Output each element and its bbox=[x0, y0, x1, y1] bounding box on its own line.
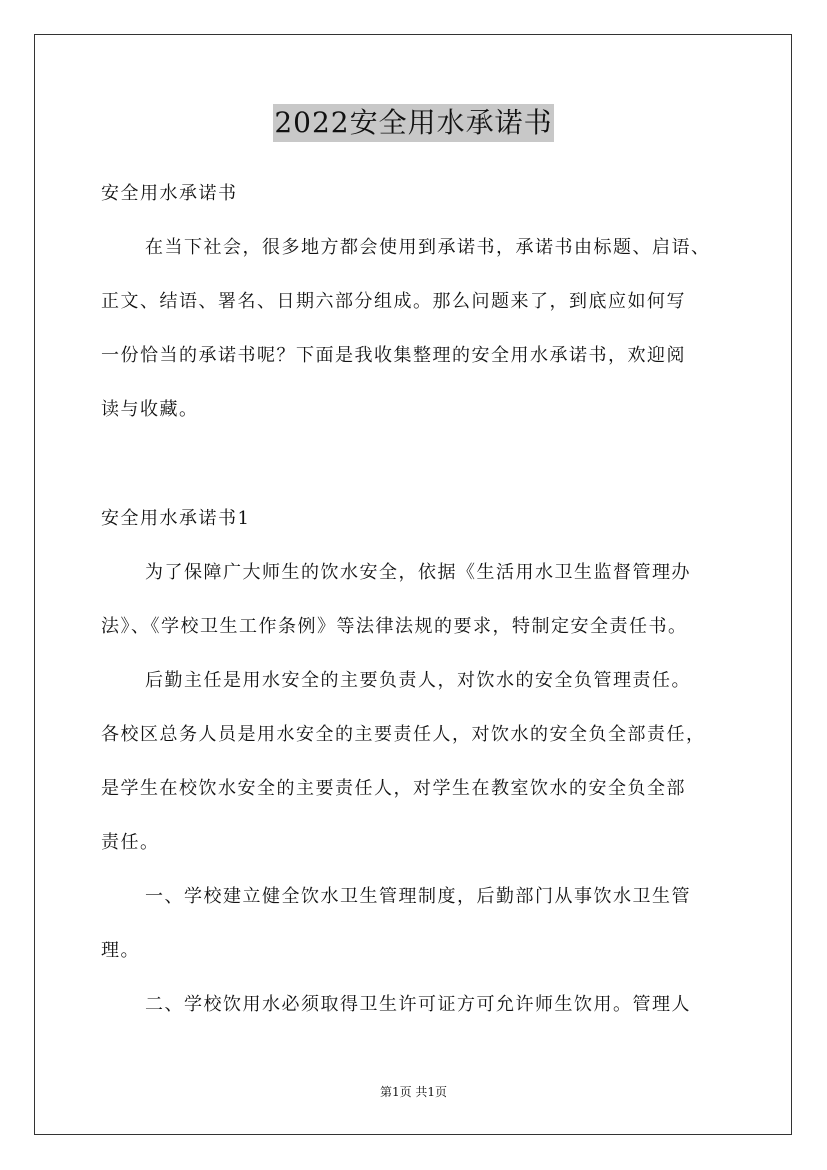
paragraph-line: 在当下社会，很多地方都会使用到承诺书，承诺书由标题、启语、 bbox=[145, 237, 711, 258]
section-heading: 安全用水承诺书 bbox=[101, 183, 238, 204]
section-heading: 安全用水承诺书1 bbox=[101, 508, 251, 529]
document-title: 2022安全用水承诺书 bbox=[273, 104, 553, 142]
paragraph-line: 二、学校饮用水必须取得卫生许可证方可允许师生饮用。管理人 bbox=[145, 994, 691, 1015]
paragraph-line: 读与收藏。 bbox=[101, 399, 199, 420]
paragraph-line: 一份恰当的承诺书呢？下面是我收集整理的安全用水承诺书，欢迎阅 bbox=[101, 345, 686, 366]
paragraph-line: 法》、《学校卫生工作条例》等法律法规的要求，特制定安全责任书。 bbox=[101, 616, 688, 637]
page-footer: 第1页 共1页 bbox=[379, 1085, 448, 1099]
paragraph-line: 后勤主任是用水安全的主要负责人，对饮水的安全负管理责任。 bbox=[145, 670, 691, 691]
paragraph-line: 理。 bbox=[101, 940, 140, 961]
paragraph-line: 各校区总务人员是用水安全的主要责任人，对饮水的安全负全部责任， bbox=[101, 724, 706, 745]
paragraph-line: 是学生在校饮水安全的主要责任人，对学生在教室饮水的安全负全部 bbox=[101, 778, 686, 799]
paragraph-line: 责任。 bbox=[101, 832, 160, 853]
paragraph-line: 正文、结语、署名、日期六部分组成。那么问题来了，到底应如何写 bbox=[101, 291, 686, 312]
paragraph-line: 为了保障广大师生的饮水安全，依据《生活用水卫生监督管理办 bbox=[145, 562, 691, 583]
paragraph-line: 一、学校建立健全饮水卫生管理制度，后勤部门从事饮水卫生管 bbox=[145, 886, 691, 907]
title-container bbox=[0, 104, 827, 142]
